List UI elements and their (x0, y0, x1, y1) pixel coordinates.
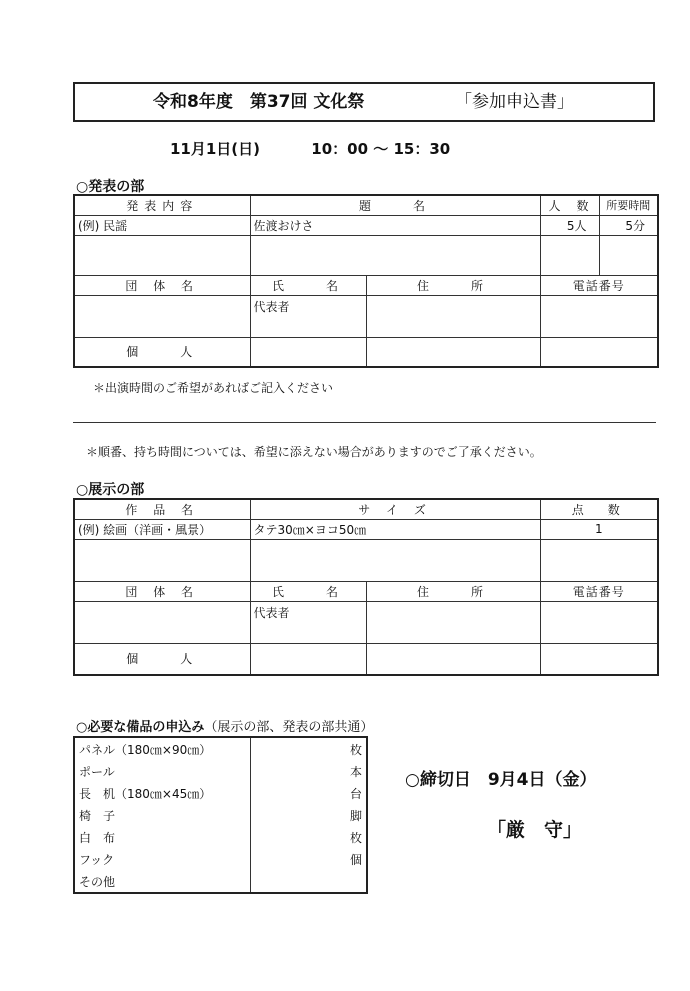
example-duration: 5分 (599, 215, 658, 235)
event-time: 10：00 ～ 15：30 (311, 140, 451, 158)
equipment-unit[interactable]: 枚 (250, 826, 367, 848)
individual-name-field[interactable] (250, 643, 366, 675)
note-order: ＊順番、持ち時間については、希望に添えない場合がありますのでご了承ください。 (86, 445, 542, 459)
equipment-row (74, 782, 367, 804)
col-address: 住 所 (366, 581, 540, 601)
equipment-item: 椅 子 (79, 808, 116, 823)
content-field[interactable] (74, 235, 250, 275)
individual-label: 個 人 (74, 337, 250, 367)
equipment-table (73, 736, 368, 894)
example-content: (例) 民謡 (74, 215, 250, 235)
equipment-item: 白 布 (79, 830, 116, 845)
title-box (73, 82, 655, 122)
performance-heading: ○発表の部 (76, 179, 145, 195)
title-field[interactable] (250, 235, 540, 275)
work-field[interactable] (74, 539, 250, 581)
equipment-row (74, 760, 367, 782)
representative-label[interactable]: 代表者 (250, 601, 366, 643)
event-datetime (170, 138, 450, 159)
equipment-heading (76, 716, 373, 735)
equipment-row (74, 804, 367, 826)
equipment-item: フック (79, 852, 115, 867)
equipment-row (74, 737, 367, 760)
group-name-field[interactable] (74, 601, 250, 643)
equipment-unit[interactable]: 本 (250, 760, 367, 782)
col-work: 作 品 名 (74, 499, 250, 519)
equipment-item: パネル（180㎝×90㎝） (79, 742, 212, 757)
example-size: タテ30㎝×ヨコ50㎝ (250, 519, 540, 539)
write-in-line[interactable] (73, 422, 656, 423)
col-title: 題 名 (250, 195, 540, 215)
equipment-unit[interactable] (250, 870, 367, 893)
group-name-field[interactable] (74, 295, 250, 337)
address-field[interactable] (366, 601, 540, 643)
equipment-unit[interactable]: 台 (250, 782, 367, 804)
col-group: 団 体 名 (74, 581, 250, 601)
example-count: 1 (540, 519, 658, 539)
col-phone: 電話番号 (540, 581, 658, 601)
col-count: 点 数 (540, 499, 658, 519)
people-field[interactable] (540, 235, 599, 275)
individual-phone-field[interactable] (540, 643, 658, 675)
example-work: (例) 絵画（洋画・風景） (74, 519, 250, 539)
col-address: 住 所 (366, 275, 540, 295)
equipment-item: 長 机（180㎝×45㎝） (79, 786, 212, 801)
equipment-item: ポール (79, 764, 115, 779)
exhibition-heading: ○展示の部 (76, 482, 145, 498)
individual-name-field[interactable] (250, 337, 366, 367)
phone-field[interactable] (540, 601, 658, 643)
duration-field[interactable] (599, 235, 658, 275)
performance-table (73, 194, 659, 368)
col-content: 発表内容 (74, 195, 250, 215)
exhibition-table (73, 498, 659, 676)
equipment-item: その他 (79, 874, 116, 889)
event-date: 11月1日(日) (170, 140, 261, 158)
representative-label[interactable]: 代表者 (250, 295, 366, 337)
col-duration: 所要時間 (599, 195, 658, 215)
equipment-row (74, 826, 367, 848)
equipment-unit[interactable]: 個 (250, 848, 367, 870)
col-name: 氏 名 (250, 581, 366, 601)
count-field[interactable] (540, 539, 658, 581)
deadline-label: ○締切日 9月4日（金） (405, 770, 597, 790)
address-field[interactable] (366, 295, 540, 337)
col-people: 人 数 (540, 195, 599, 215)
form-kind: 「参加申込書」 (455, 92, 574, 112)
equipment-row (74, 848, 367, 870)
size-field[interactable] (250, 539, 540, 581)
individual-address-field[interactable] (366, 337, 540, 367)
equipment-unit[interactable]: 枚 (250, 737, 367, 760)
individual-phone-field[interactable] (540, 337, 658, 367)
note-time: ＊出演時間のご希望があればご記入ください (93, 381, 334, 395)
page-title: 令和8年度 第37回 文化祭 (153, 92, 365, 112)
equipment-heading-bold: ○必要な備品の申込み (76, 720, 205, 735)
equipment-unit[interactable]: 脚 (250, 804, 367, 826)
example-people: 5人 (540, 215, 599, 235)
example-title: 佐渡おけさ (250, 215, 540, 235)
col-group: 団 体 名 (74, 275, 250, 295)
individual-address-field[interactable] (366, 643, 540, 675)
col-name: 氏 名 (250, 275, 366, 295)
strict-notice: 「厳 守」 (487, 819, 583, 841)
col-phone: 電話番号 (540, 275, 658, 295)
equipment-heading-note: （展示の部、発表の部共通） (204, 720, 374, 735)
equipment-row (74, 870, 367, 893)
phone-field[interactable] (540, 295, 658, 337)
col-size: サ イ ズ (250, 499, 540, 519)
individual-label: 個 人 (74, 643, 250, 675)
